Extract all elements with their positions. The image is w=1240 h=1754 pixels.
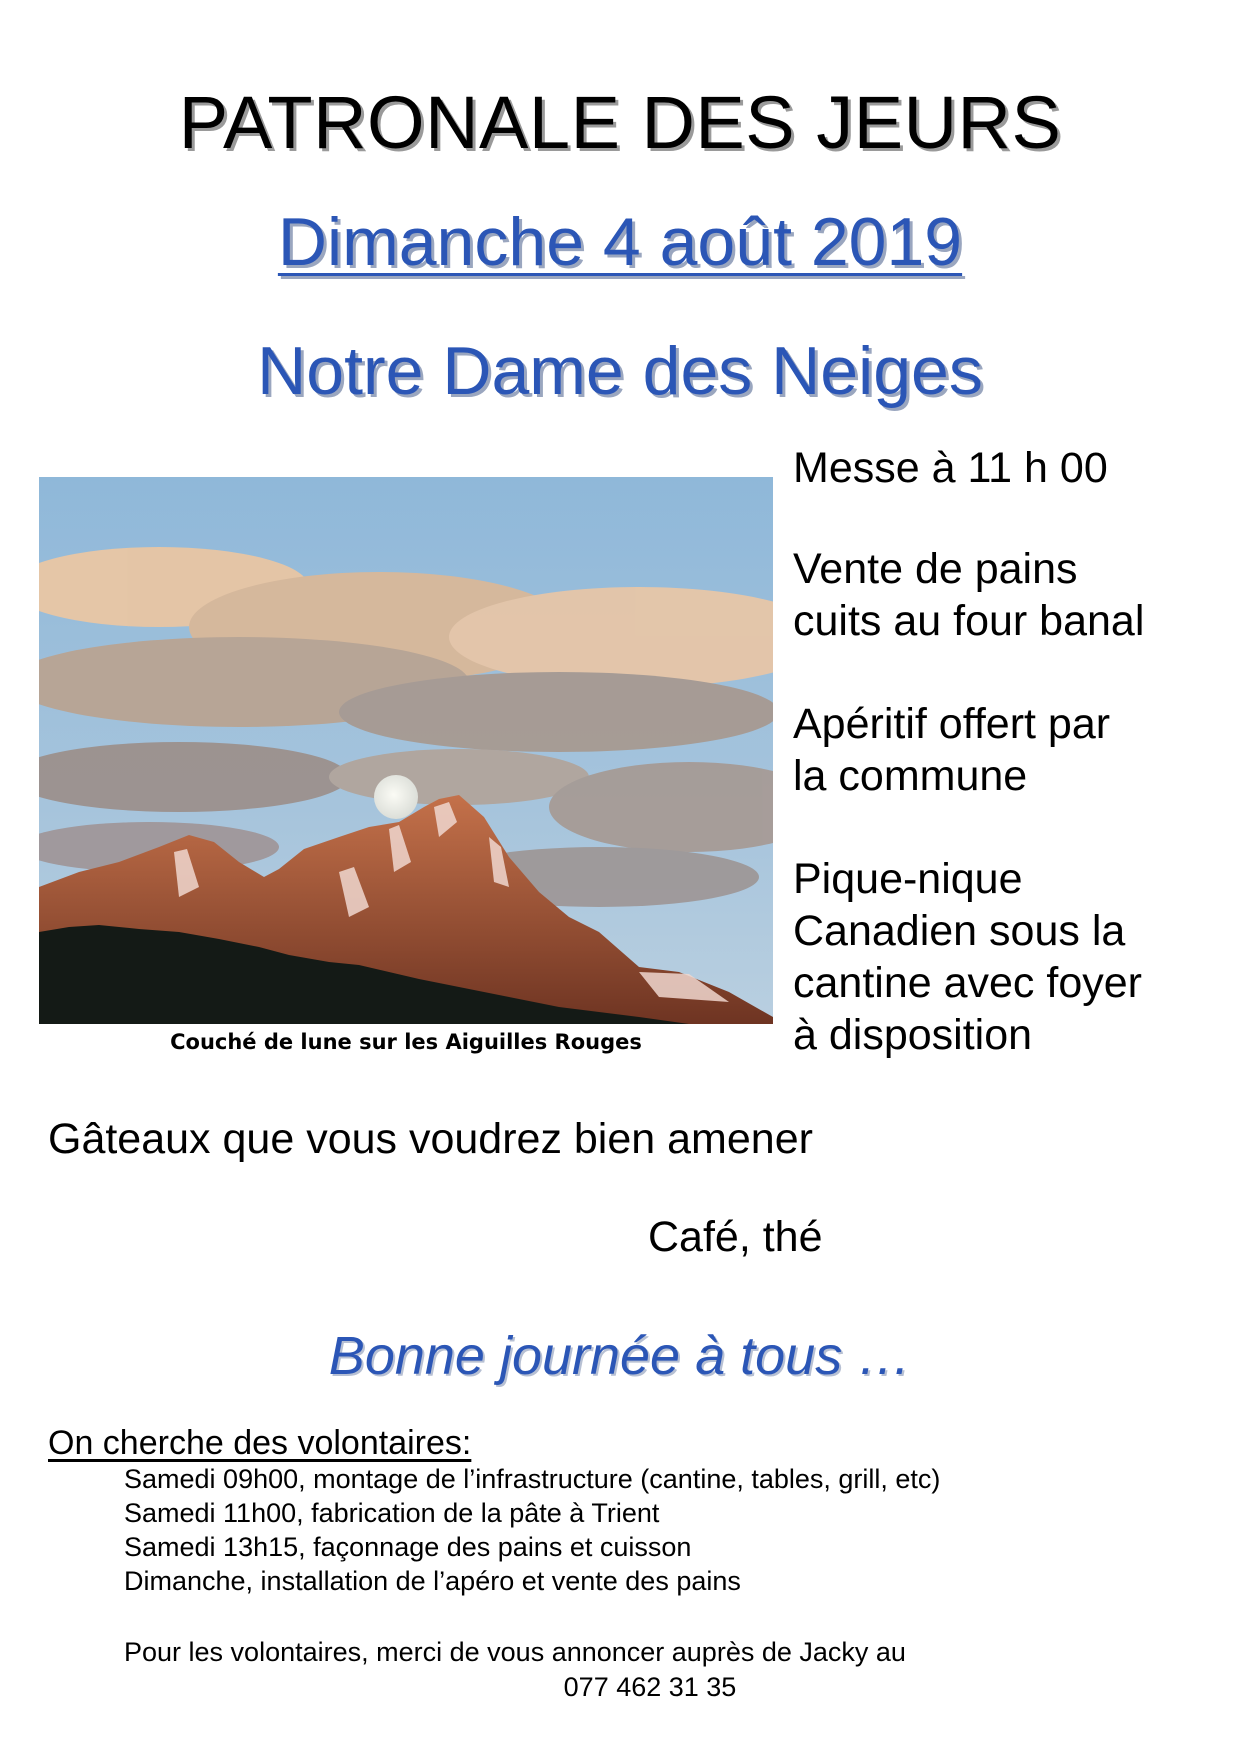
volunteer-task: Samedi 11h00, fabrication de la pâte à Trient [124,1498,660,1528]
bread-sale-line-1: Vente de pains [793,545,1078,593]
volunteer-task: Dimanche, installation de l’apéro et vente des pains [124,1566,741,1596]
mountain-moon-photo [39,477,773,1024]
mass-time: Messe à 11 h 00 [793,444,1108,492]
aperitif-line-1: Apéritif offert par [793,700,1111,748]
volunteer-contact-text: Pour les volontaires, merci de vous annoncer auprès de Jacky au [124,1637,906,1667]
picnic-line-4: à disposition [793,1011,1033,1059]
aperitif-line-2: la commune [793,752,1028,800]
greeting: Bonne journée à tous … [328,1326,912,1386]
poster-title: PATRONALE DES JEURS [178,81,1062,164]
cakes-note: Gâteaux que vous voudrez bien amener [48,1115,813,1163]
picnic-line-1: Pique-nique [793,855,1023,903]
contact-phone: 077 462 31 35 [563,1672,737,1702]
volunteer-task: Samedi 09h00, montage de l’infrastructure (cantine, tables, grill, etc) [124,1464,941,1494]
coffee-tea-note: Café, thé [648,1213,823,1261]
event-place: Notre Dame des Neiges [257,333,983,409]
volunteer-task: Samedi 13h15, façonnage des pains et cuisson [124,1532,692,1562]
volunteers-heading: On cherche des volontaires: [48,1424,472,1462]
picnic-line-2: Canadien sous la [793,907,1126,955]
event-date: Dimanche 4 août 2019 [277,204,963,280]
bread-sale-line-2: cuits au four banal [793,597,1145,645]
photo-caption: Couché de lune sur les Aiguilles Rouges [170,1030,642,1054]
picnic-line-3: cantine avec foyer [793,959,1142,1007]
